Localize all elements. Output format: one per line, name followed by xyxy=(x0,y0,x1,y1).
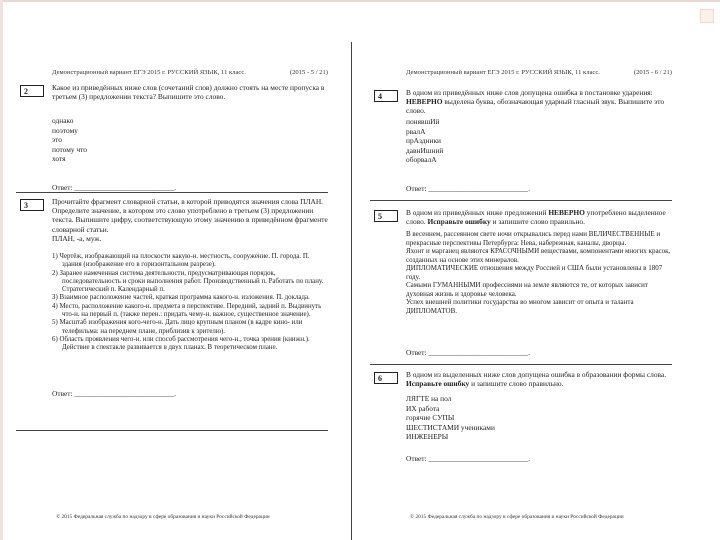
option-item: ИХ работа xyxy=(406,403,440,413)
definitions-list xyxy=(52,253,328,353)
left-page-header xyxy=(52,68,328,78)
option-item: ШЕСТИСТАМИ учениками xyxy=(406,422,495,432)
question-text: Какое из приведённых ниже слов (сочетаний слов) должно стоять на месте пропуска в третьем (3) предложении текста? Выпишите это слово. xyxy=(52,83,325,102)
emphasis-text: Исправьте ошибку xyxy=(427,217,491,227)
task-question xyxy=(52,83,328,101)
task-number: 2 xyxy=(20,85,44,97)
slide-corner-accent xyxy=(700,9,714,23)
question-text: В одном из приведённых ниже предложений НЕВЕРНО употреблено выделенное слово. Исправьте ошибку и запишите слово правильно. xyxy=(406,208,666,227)
option-item: однако xyxy=(52,116,74,125)
definition-item: 5) Масштаб изображения кого-чего-н. Дать лицо крупным планом (в кадре кино- или телефильма: на переднем плане, приблизив к зрителю). xyxy=(52,319,303,335)
task-number: 6 xyxy=(374,372,398,384)
question-text: В одном из выделенных ниже слов допущена ошибка в образовании формы слова. Исправьте ошибку и запишите слово правильно. xyxy=(406,370,667,389)
task-separator xyxy=(370,364,672,365)
header-title: Демонстрационный вариант ЕГЭ 2015 г. РУССКИЙ ЯЗЫК, 11 класс. xyxy=(406,69,600,76)
emphasis-text: Исправьте ошибку xyxy=(406,379,470,389)
emphasis-text: НЕВЕРНО xyxy=(406,97,443,107)
left-page xyxy=(24,68,328,528)
option-item: рвалА xyxy=(406,126,426,136)
sentence-item: ДИПЛОМАТИЧЕСКИЕ отношения между Россией и США были установлены в 1807 году. xyxy=(406,264,663,281)
question-text: В одном из приведённых ниже слов допущена ошибка в постановке ударения: НЕВЕРНО выделена буква, обозначающая ударный гласный звук. Выпишите это слово. xyxy=(406,88,665,116)
task-question xyxy=(406,208,672,226)
option-item: это xyxy=(52,135,62,145)
task-separator xyxy=(370,200,672,201)
sentence-item: Яхонт и марганец являются КРАСОЧНЫМИ веществами, компонентами многих красок, созданных на основе этих минералов. xyxy=(406,247,671,264)
options-list xyxy=(406,117,672,165)
task-separator xyxy=(16,430,328,431)
option-item: оборвалА xyxy=(406,155,437,165)
copyright-footer: © 2015 Федеральная служба по надзору в сфере образования и науки Российской Федерации xyxy=(410,514,624,520)
copyright-footer: © 2015 Федеральная служба по надзору в сфере образования и науки Российской Федерации xyxy=(56,514,270,520)
task-number: 3 xyxy=(20,199,44,211)
task-question xyxy=(406,88,672,116)
definition-item: 4) Место, расположение какого-н. предмета в перспективе. Передний, задний п. Выдвинуть что-н. на первый п. (также перен.: придать чему-н. важное, существенное значение). xyxy=(52,302,322,319)
answer-line: Ответ: ___________________________. xyxy=(406,348,531,357)
task-question xyxy=(52,197,328,243)
option-item: ИНЖЕНЕРЫ xyxy=(406,432,449,442)
answer-line: Ответ: ___________________________. xyxy=(406,184,531,193)
options-list xyxy=(406,394,672,442)
sentences-list xyxy=(406,230,672,315)
options-list xyxy=(52,116,328,164)
emphasis-text: НЕВЕРНО xyxy=(548,208,585,217)
definition-item: 1) Чертёж, изображающий на плоскости какую-н. местность, сооружение. П. города. П. здания (изображение его в горизонтальном разрезе). xyxy=(52,253,310,269)
answer-line: Ответ: ___________________________. xyxy=(52,389,177,398)
right-page xyxy=(378,68,672,528)
sentence-item: В весеннем, рассеянном свете ночи открывались перед нами ВЕЛИЧЕСТВЕННЫЕ и прекрасные перспективы Петербурга: Нева, набережная, каналы, дворцы. xyxy=(406,230,661,247)
slide-left-border xyxy=(0,0,3,540)
header-page-number: (2015 - 6 / 21) xyxy=(633,69,672,76)
header-title: Демонстрационный вариант ЕГЭ 2015 г. РУССКИЙ ЯЗЫК, 11 класс. xyxy=(52,69,246,76)
answer-line: Ответ: ___________________________. xyxy=(52,183,177,192)
option-item: поэтому xyxy=(52,125,78,135)
answer-line: Ответ: ___________________________. xyxy=(406,454,531,463)
slide-top-border xyxy=(0,0,720,2)
option-item: давнИшний xyxy=(406,145,444,155)
task-number: 4 xyxy=(374,90,398,102)
option-item: ЛЯГТЕ на пол xyxy=(406,394,452,403)
task-number: 5 xyxy=(374,210,398,222)
definition-item: 6) Область проявления чего-н. или способ рассмотрения чего-н., точка зрения (книжн.). Действие в спектакле развивается в двух планах. В теоретическом плане. xyxy=(52,335,310,352)
sentence-item: Успех внешней политики государства во многом зависит от опыта и таланта ДИПЛОМАТОВ. xyxy=(406,298,634,315)
definition-item: 2) Заранее намеченная система деятельности, предусматривающая порядок, последовательность и сроки выполнения работ. Производственный п. Работать по плану. Стратегический п. Календарный п. xyxy=(52,269,324,294)
option-item: хотя xyxy=(52,154,66,164)
sentence-item: Самыми ГУМАННЫМИ профессиями на земле являются те, от которых зависит духовная жизнь и здоровье человека. xyxy=(406,281,648,298)
option-item: горячие СУПЫ xyxy=(406,413,455,423)
header-page-number: (2015 - 5 / 21) xyxy=(289,69,328,76)
option-item: прАздники xyxy=(406,136,441,146)
definition-item: 3) Взаимное расположение частей, краткая программа какого-н. изложения. П. доклада. xyxy=(52,294,310,302)
option-item: понявшИй xyxy=(406,117,440,126)
task-separator xyxy=(16,192,328,193)
page-divider xyxy=(351,42,352,540)
option-item: потому что xyxy=(52,144,88,154)
dictionary-entry: ПЛАН, -а, муж. xyxy=(52,233,102,243)
question-text: Прочитайте фрагмент словарной статьи, в которой приводятся значения слова ПЛАН. Определите значение, в котором это слово употреблено в третьем (3) предложении текста. Выпишите цифру, соответствующую этому значению в приведённом фрагменте словарной статьи. xyxy=(52,197,328,234)
task-question xyxy=(406,370,672,388)
right-page-header xyxy=(406,68,672,78)
